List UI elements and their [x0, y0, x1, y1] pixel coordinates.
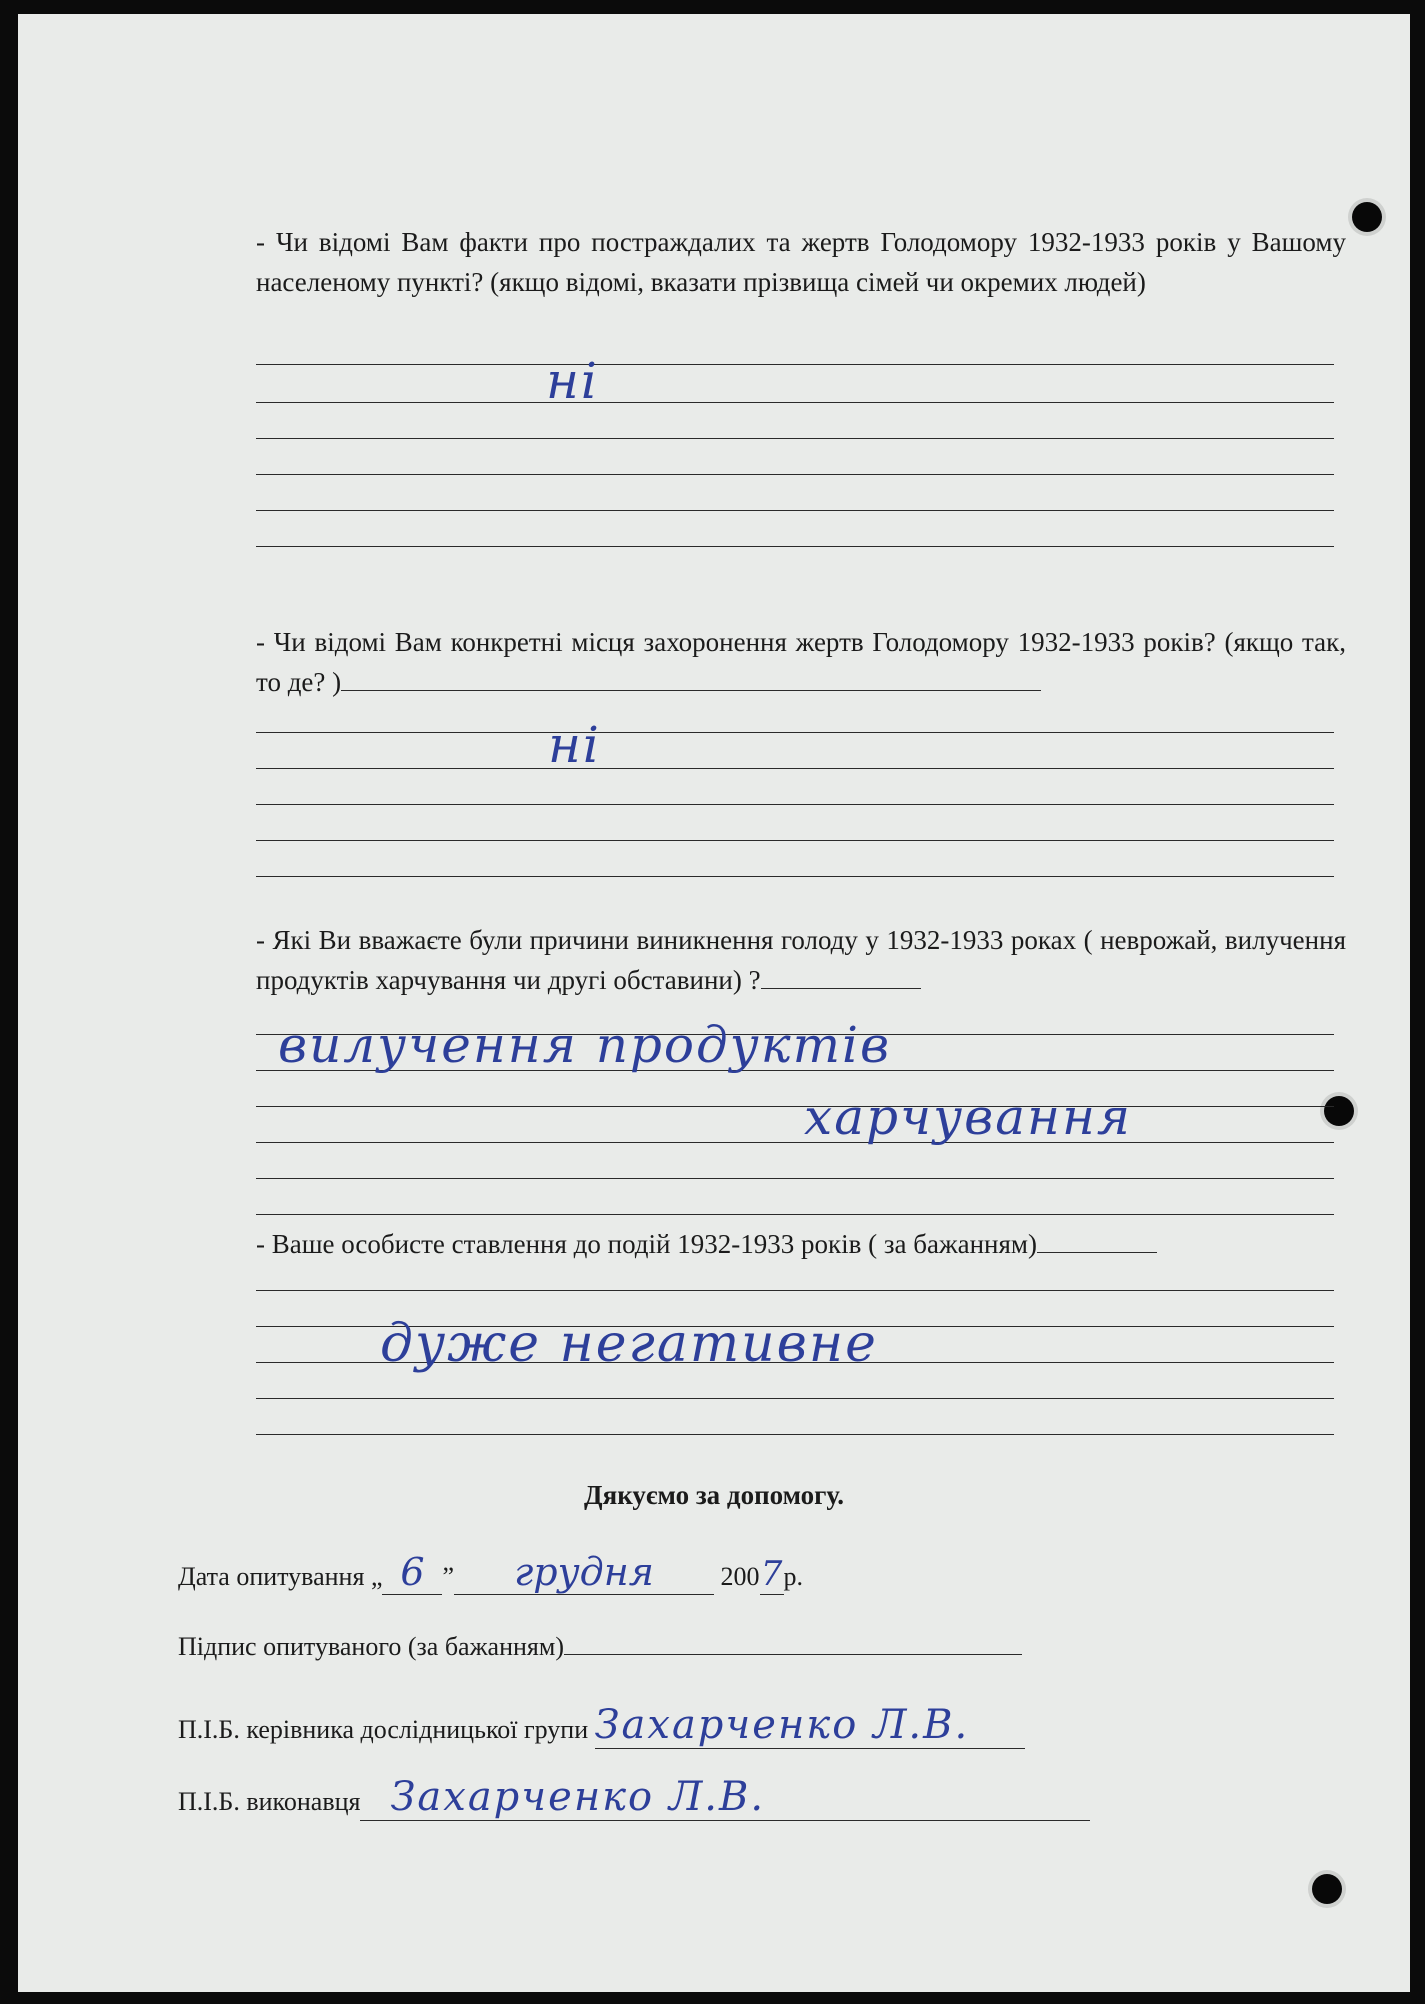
- question-1-text: - Чи відомі Вам факти про постраждалих та жертв Голодомору 1932-1933 років у Вашому населеному пункті? (якщо відомі, вказати прізвища сімей чи окремих людей): [256, 227, 1346, 297]
- answer-line: [256, 732, 1334, 733]
- punch-hole-top: [1352, 202, 1382, 232]
- answer-line: [256, 768, 1334, 769]
- date-day-value: 6: [400, 1550, 425, 1594]
- year-digit-value: 7: [760, 1554, 783, 1594]
- question-3-text: [256, 920, 1346, 1000]
- executor-label: П.І.Б. виконавця: [178, 1787, 361, 1816]
- executor-name-line: [178, 1774, 1090, 1821]
- question-4-label: - Ваше особисте ставлення до подій 1932-1933 років ( за бажанням): [256, 1229, 1037, 1259]
- date-close-quote: ”: [442, 1562, 455, 1591]
- punch-hole-bottom: [1312, 1874, 1342, 1904]
- question-3-answer-line-2: харчування: [804, 1088, 1133, 1146]
- answer-line: [256, 1178, 1334, 1179]
- question-2-text: [256, 622, 1346, 702]
- answer-line: [256, 804, 1334, 805]
- answer-line: [761, 960, 921, 989]
- signature-field: [564, 1628, 1022, 1655]
- question-4-text: [256, 1224, 1346, 1264]
- answer-line: [256, 510, 1334, 511]
- answer-line: [256, 1142, 1334, 1143]
- answer-line: [256, 1398, 1334, 1399]
- question-2-answer: ні: [548, 716, 601, 774]
- year-digit-field: [760, 1554, 784, 1595]
- answer-line: [256, 840, 1334, 841]
- question-3-label: - Які Ви вважаєте були причини виникнення голоду у 1932-1933 роках ( неврожай, вилучення продуктів харчування чи другі обставини) ?: [256, 925, 1346, 995]
- answer-line: [256, 1214, 1334, 1215]
- leader-name-value: Захарченко Л.В.: [594, 1702, 970, 1748]
- executor-name-value: Захарченко Л.В.: [390, 1774, 766, 1820]
- date-day-field: [382, 1550, 442, 1595]
- survey-date-line: [178, 1550, 803, 1595]
- leader-label: П.І.Б. керівника дослідницької групи: [178, 1715, 589, 1744]
- executor-name-field: [360, 1774, 1090, 1821]
- answer-line: [1037, 1224, 1157, 1253]
- answer-line: [256, 1434, 1334, 1435]
- answer-line: [256, 1106, 1334, 1107]
- answer-line: [341, 662, 1041, 691]
- year-prefix: 200: [720, 1562, 760, 1591]
- answer-line: [256, 474, 1334, 475]
- question-2-label: - Чи відомі Вам конкретні місця захоронення жертв Голодомору 1932-1933 років? (якщо так, то де? ): [256, 627, 1346, 697]
- answer-line: [256, 1290, 1334, 1291]
- question-1-answer: ні: [546, 352, 599, 410]
- date-label: Дата опитування: [178, 1562, 365, 1591]
- signature-label: Підпис опитуваного (за бажанням): [178, 1632, 564, 1661]
- answer-line: [256, 438, 1334, 439]
- punch-hole-middle: [1324, 1096, 1354, 1126]
- year-suffix: р.: [783, 1562, 804, 1591]
- answer-line: [256, 546, 1334, 547]
- question-4-answer: дуже негативне: [380, 1314, 878, 1374]
- thanks-heading: Дякуємо за допомогу.: [584, 1480, 844, 1510]
- question-3-answer-line-1: вилучення продуктів: [278, 1016, 892, 1074]
- answer-line: [256, 402, 1334, 403]
- respondent-signature-line: [178, 1628, 1022, 1662]
- date-open-quote: „: [370, 1562, 383, 1591]
- questionnaire-page: [18, 14, 1410, 1992]
- leader-name-line: [178, 1702, 1025, 1749]
- answer-line: [256, 364, 1334, 365]
- answer-line: [256, 876, 1334, 877]
- leader-name-field: [595, 1702, 1025, 1749]
- date-month-field: [454, 1550, 714, 1595]
- date-month-value: грудня: [514, 1550, 654, 1594]
